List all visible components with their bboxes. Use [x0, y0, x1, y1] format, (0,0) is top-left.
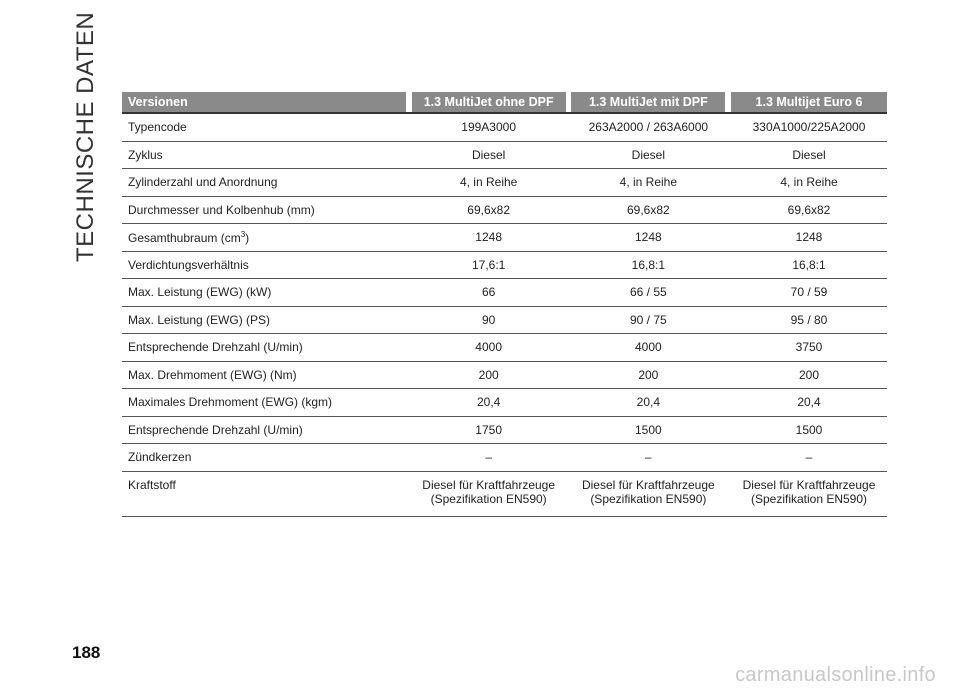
header-version-1: 1.3 MultiJet ohne DPF — [412, 92, 566, 114]
spec-label-text: Durchmesser und Kolbenhub (mm) — [128, 202, 315, 217]
table-row — [122, 114, 887, 142]
spec-value: 3750 — [731, 334, 887, 362]
spec-label-suffix: ) — [245, 230, 250, 245]
spec-label — [122, 472, 406, 517]
spec-value — [571, 472, 725, 517]
spec-label-text: Zyklus — [128, 147, 163, 162]
spec-label-text: Entsprechende Drehzahl (U/min) — [128, 340, 303, 355]
table-row — [122, 444, 887, 472]
spec-value: 1500 — [571, 417, 725, 445]
spec-value-line: (Spezifikation EN590) — [430, 491, 547, 506]
spec-value: – — [571, 444, 725, 472]
spec-label-text: Entsprechende Drehzahl (U/min) — [128, 422, 303, 437]
spec-label — [122, 334, 406, 362]
spec-value: 17,6:1 — [412, 252, 566, 280]
spec-value-line: Diesel für Kraftfahrzeuge — [422, 477, 556, 492]
spec-value — [731, 472, 887, 517]
spec-label-text: Max. Leistung (EWG) (PS) — [128, 312, 271, 327]
spec-label-superscript: 3 — [240, 229, 246, 239]
spec-value: 4, in Reihe — [412, 169, 566, 197]
spec-label-text: Max. Leistung (EWG) (kW) — [128, 285, 272, 300]
header-version-2: 1.3 MultiJet mit DPF — [571, 92, 725, 114]
table-row — [122, 142, 887, 170]
spec-label — [122, 279, 406, 307]
spec-value: 16,8:1 — [571, 252, 725, 280]
spec-value: 4, in Reihe — [571, 169, 725, 197]
spec-value: 200 — [412, 362, 566, 390]
spec-value: 90 / 75 — [571, 307, 725, 335]
spec-label — [122, 142, 406, 170]
spec-value: 69,6x82 — [412, 197, 566, 225]
engine-specs-table — [122, 92, 887, 517]
spec-value: – — [731, 444, 887, 472]
table-row — [122, 224, 887, 252]
spec-value: 16,8:1 — [731, 252, 887, 280]
spec-value: 1248 — [571, 224, 725, 252]
table-row — [122, 279, 887, 307]
page-number: 188 — [72, 643, 101, 662]
spec-value: 200 — [571, 362, 725, 390]
spec-value: Diesel — [412, 142, 566, 170]
table-row — [122, 307, 887, 335]
spec-value: Diesel — [571, 142, 725, 170]
spec-label — [122, 362, 406, 390]
spec-value: 69,6x82 — [731, 197, 887, 225]
spec-value: 1750 — [412, 417, 566, 445]
spec-value: – — [412, 444, 566, 472]
spec-label-text: Zylinderzahl und Anordnung — [128, 175, 278, 190]
header-version-3: 1.3 Multijet Euro 6 — [731, 92, 887, 114]
table-row — [122, 169, 887, 197]
spec-value-line: (Spezifikation EN590) — [750, 491, 868, 506]
spec-value — [412, 472, 566, 517]
spec-value: 1248 — [731, 224, 887, 252]
spec-label — [122, 389, 406, 417]
watermark: carmanualsonline.info — [735, 664, 936, 686]
spec-value: 330A1000/225A2000 — [731, 114, 887, 142]
spec-value: 199A3000 — [412, 114, 566, 142]
spec-label — [122, 417, 406, 445]
spec-value: 4, in Reihe — [731, 169, 887, 197]
spec-label-text: Kraftstoff — [128, 477, 176, 492]
spec-value: 1500 — [731, 417, 887, 445]
table-header-row — [122, 92, 887, 114]
table-row — [122, 252, 887, 280]
spec-value: 4000 — [571, 334, 725, 362]
spec-label-text: Zündkerzen — [128, 450, 192, 465]
spec-value: 95 / 80 — [731, 307, 887, 335]
spec-label — [122, 307, 406, 335]
spec-value: 70 / 59 — [731, 279, 887, 307]
spec-value: 20,4 — [412, 389, 566, 417]
spec-label-text: Gesamthubraum (cm — [128, 230, 241, 245]
spec-value: Diesel — [731, 142, 887, 170]
spec-value-line: Diesel für Kraftfahrzeuge — [581, 477, 715, 492]
spec-label-text: Verdichtungsverhältnis — [128, 257, 249, 272]
spec-value-line: (Spezifikation EN590) — [590, 491, 707, 506]
table-row — [122, 472, 887, 517]
spec-label — [122, 224, 406, 252]
spec-value: 90 — [412, 307, 566, 335]
spec-label — [122, 197, 406, 225]
header-versionen: Versionen — [122, 92, 406, 114]
spec-value: 1248 — [412, 224, 566, 252]
spec-label-text: Maximales Drehmoment (EWG) (kgm) — [128, 395, 333, 410]
spec-value: 200 — [731, 362, 887, 390]
table-row — [122, 417, 887, 445]
spec-value: 66 / 55 — [571, 279, 725, 307]
section-title: TECHNISCHE DATEN — [72, 11, 99, 262]
spec-value: 4000 — [412, 334, 566, 362]
spec-label — [122, 252, 406, 280]
spec-value-line: Diesel für Kraftfahrzeuge — [742, 477, 876, 492]
table-row — [122, 389, 887, 417]
spec-value: 20,4 — [571, 389, 725, 417]
spec-label — [122, 444, 406, 472]
spec-value: 263A2000 / 263A6000 — [571, 114, 725, 142]
spec-label — [122, 114, 406, 142]
spec-value: 20,4 — [731, 389, 887, 417]
table-row — [122, 362, 887, 390]
spec-label-text: Typencode — [128, 120, 187, 135]
spec-value: 69,6x82 — [571, 197, 725, 225]
spec-value: 66 — [412, 279, 566, 307]
spec-label-text: Max. Drehmoment (EWG) (Nm) — [128, 367, 297, 382]
table-row — [122, 197, 887, 225]
spec-label — [122, 169, 406, 197]
table-row — [122, 334, 887, 362]
